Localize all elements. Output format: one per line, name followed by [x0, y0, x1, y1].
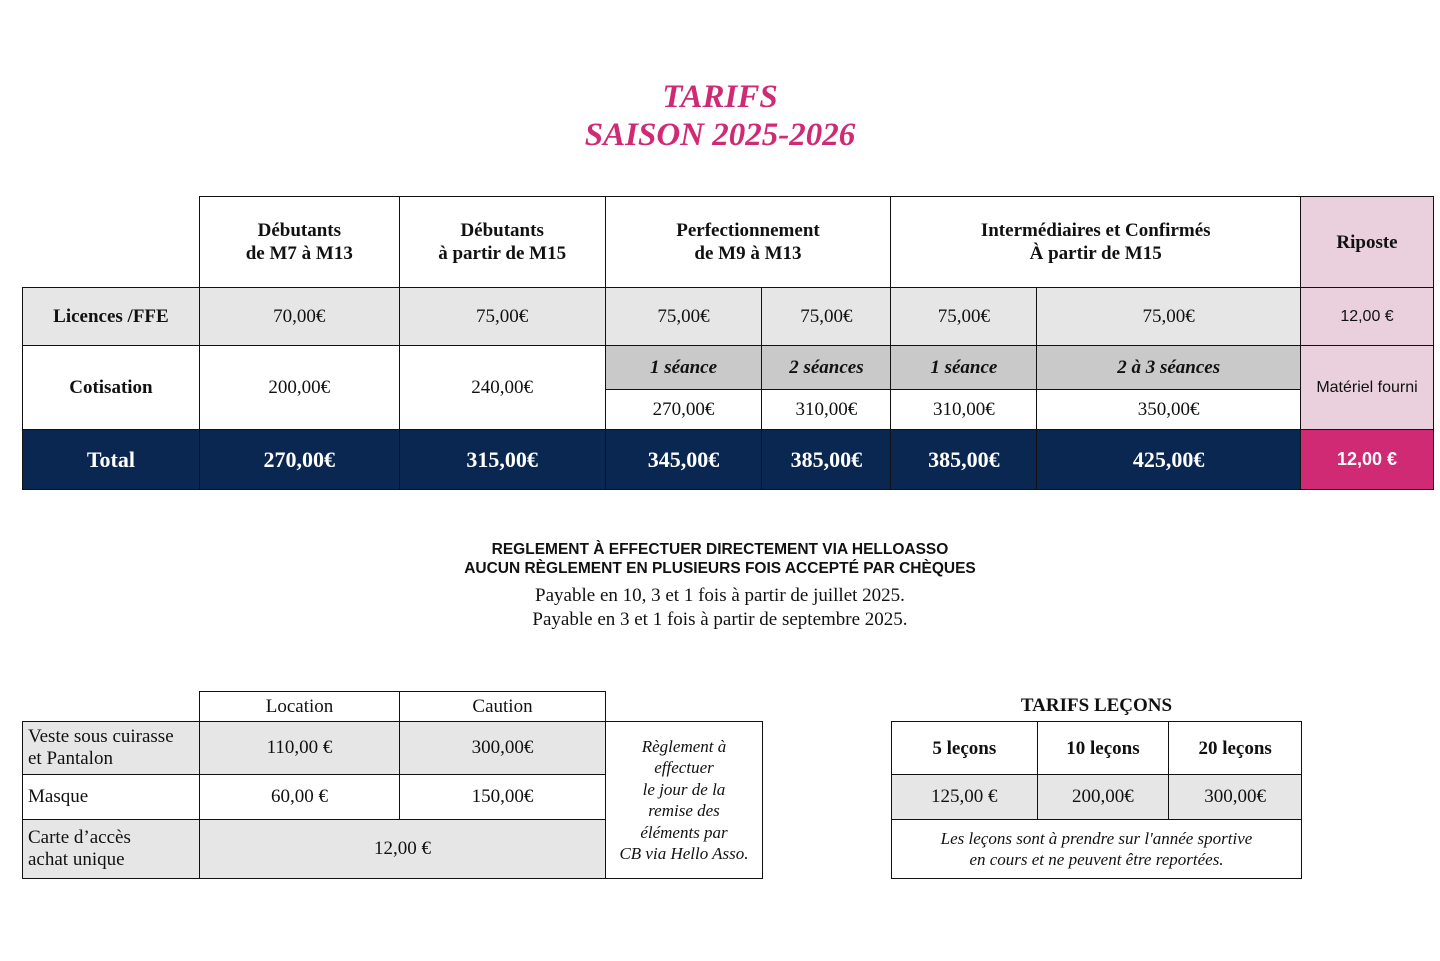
header-debutants-m15	[399, 197, 605, 288]
lessons-value-row	[892, 775, 1302, 820]
equipment-header-row	[23, 692, 763, 722]
session-value: 350,00€	[1037, 390, 1301, 430]
title-line-1: TARIFS	[662, 79, 778, 115]
payment-notes	[0, 540, 1440, 632]
riposte-materiel: Matériel fourni	[1301, 346, 1434, 430]
note-line: Les leçons sont à prendre sur l'année sportive	[940, 829, 1253, 848]
equipment-label: Masque	[23, 775, 200, 820]
cotisation-row-top	[23, 346, 1434, 390]
lesson-value: 200,00€	[1037, 775, 1169, 820]
lesson-header: 5 leçons	[892, 722, 1038, 775]
header-line: de M9 à M13	[694, 243, 802, 264]
label-line: achat unique	[28, 849, 125, 870]
empty-corner	[606, 692, 763, 722]
licences-row	[23, 288, 1434, 346]
licences-value: 75,00€	[762, 288, 891, 346]
caution-header: Caution	[400, 692, 606, 722]
total-value: 270,00€	[199, 430, 399, 490]
licences-label: Licences /FFE	[23, 288, 200, 346]
licences-value: 75,00€	[399, 288, 605, 346]
cotisation-label: Cotisation	[23, 346, 200, 430]
lessons-note-row	[892, 820, 1302, 879]
lessons-table	[891, 721, 1302, 879]
header-line: Riposte	[1336, 231, 1398, 253]
total-label: Total	[23, 430, 200, 490]
location-value: 60,00 €	[200, 775, 400, 820]
note-line: le jour de la	[642, 779, 726, 799]
licences-value: 75,00€	[605, 288, 762, 346]
label-line: Veste sous cuirasse	[28, 726, 174, 747]
licences-value: 75,00€	[891, 288, 1037, 346]
total-value: 385,00€	[762, 430, 891, 490]
session-label: 1 séance	[891, 346, 1037, 390]
lessons-note	[892, 820, 1302, 879]
lesson-header: 20 leçons	[1169, 722, 1302, 775]
total-value: 385,00€	[891, 430, 1037, 490]
main-price-table	[22, 196, 1434, 490]
payment-line-3: Payable en 10, 3 et 1 fois à partir de juillet 2025.	[535, 585, 905, 606]
equipment-row	[23, 722, 763, 775]
note-line: éléments par	[640, 822, 728, 842]
licences-value: 70,00€	[199, 288, 399, 346]
page-title	[0, 78, 1440, 154]
title-line-2: SAISON 2025-2026	[584, 117, 856, 153]
lesson-value: 125,00 €	[892, 775, 1038, 820]
empty-corner	[23, 692, 200, 722]
note-line: CB via Hello Asso.	[619, 844, 749, 863]
cotisation-value: 200,00€	[199, 346, 399, 430]
total-row	[23, 430, 1434, 490]
header-line: Intermédiaires et Confirmés	[980, 220, 1211, 241]
payment-line-1: REGLEMENT À EFFECTUER DIRECTEMENT VIA HELLOASSO	[491, 541, 949, 558]
header-debutants-m7-m13	[199, 197, 399, 288]
session-label: 1 séance	[605, 346, 762, 390]
equipment-note	[606, 722, 763, 879]
header-line: Débutants	[460, 220, 544, 241]
note-line: en cours et ne peuvent être reportées.	[969, 850, 1224, 869]
note-line: Règlement à	[641, 736, 727, 756]
card-value: 12,00 €	[200, 820, 606, 879]
location-value: 110,00 €	[200, 722, 400, 775]
note-line: remise des	[648, 801, 720, 820]
lessons-header-row	[892, 722, 1302, 775]
caution-value: 300,00€	[400, 722, 606, 775]
total-value: 315,00€	[399, 430, 605, 490]
note-line: effectuer	[654, 758, 714, 777]
session-label: 2 séances	[762, 346, 891, 390]
header-row	[23, 197, 1434, 288]
equipment-label	[23, 722, 200, 775]
equipment-label	[23, 820, 200, 879]
cotisation-value: 240,00€	[399, 346, 605, 430]
session-value: 310,00€	[891, 390, 1037, 430]
header-line: à partir de M15	[438, 243, 567, 264]
lesson-value: 300,00€	[1169, 775, 1302, 820]
header-line: Débutants	[257, 220, 341, 241]
location-header: Location	[200, 692, 400, 722]
header-riposte	[1301, 197, 1434, 288]
payment-line-4: Payable en 3 et 1 fois à partir de septembre 2025.	[532, 609, 908, 630]
payment-line-2: AUCUN RÈGLEMENT EN PLUSIEURS FOIS ACCEPTÉ PAR CHÈQUES	[464, 560, 976, 577]
licences-riposte-value: 12,00 €	[1301, 288, 1434, 346]
header-perfectionnement	[605, 197, 891, 288]
session-value: 270,00€	[605, 390, 762, 430]
equipment-table	[22, 691, 763, 879]
lesson-header: 10 leçons	[1037, 722, 1169, 775]
licences-value: 75,00€	[1037, 288, 1301, 346]
label-line: et Pantalon	[28, 748, 113, 769]
header-line: Perfectionnement	[676, 220, 820, 241]
header-intermediaires	[891, 197, 1301, 288]
lessons-title: TARIFS LEÇONS	[1020, 695, 1173, 716]
total-value: 425,00€	[1037, 430, 1301, 490]
label-line: Carte d’accès	[28, 827, 131, 848]
header-line: de M7 à M13	[245, 243, 353, 264]
session-label: 2 à 3 séances	[1037, 346, 1301, 390]
total-value: 345,00€	[605, 430, 762, 490]
total-riposte-value: 12,00 €	[1301, 430, 1434, 490]
header-line: À partir de M15	[1029, 243, 1162, 264]
session-value: 310,00€	[762, 390, 891, 430]
empty-corner	[23, 197, 200, 288]
caution-value: 150,00€	[400, 775, 606, 820]
